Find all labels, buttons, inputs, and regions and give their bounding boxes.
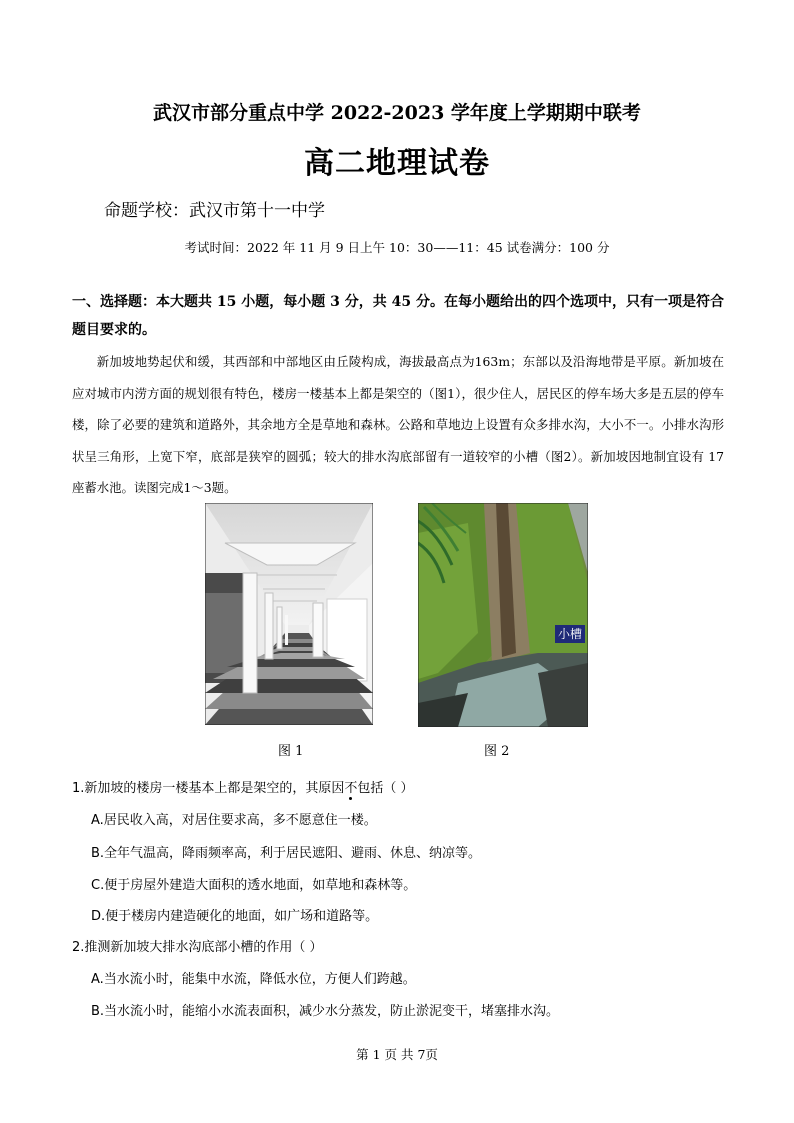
section-heading: 一、选择题：	[72, 294, 156, 310]
question-2-option-b: B.当水流小时，能缩小水流表面积，减少水分蒸发，防止淤泥变干，堵塞排水沟。	[91, 1004, 560, 1019]
subject-title: 高二地理试卷	[304, 146, 490, 181]
figure-1-corridor-photo	[205, 503, 373, 725]
figure-1-caption: 图 1	[278, 744, 304, 759]
drainage-ditch-illustration	[418, 503, 588, 727]
question-1-stem	[72, 777, 414, 796]
section-instructions-text: 本大题共 15 小题，每小题 3 分，共 45 分。在每小题给出的四个选项中，只有一项是符合题目要求的。	[72, 294, 724, 338]
exam-time-line: 考试时间：2022 年 11 月 9 日上午 10：30——11：45 试卷满分：100 分	[184, 240, 610, 255]
question-2-option-a: A.当水流小时，能集中水流，降低水位，方便人们跨越。	[91, 972, 416, 987]
reading-passage: 新加坡地势起伏和缓，其西部和中部地区由丘陵构成，海拔最高点为163m；东部以及沿海地带是平原。新加坡在应对城市内涝方面的规划很有特色，楼房一楼基本上都是架空的（图1），很少住人，居民区的停车场大多是五层的停车楼，除了必要的建筑和道路外，其余地方全是草地和森林。公路和草地边上设置有众多排水沟，大小不一。小排水沟形状呈三角形，上宽下窄，底部是狭窄的圆弧；较大的排水沟底部留有一道较窄的小槽（图2）。新加坡因地制宜设有 17 座蓄水池。读图完成1～3题。	[72, 354, 724, 495]
figure-2-caption: 图 2	[484, 744, 510, 759]
question-1-stem-start: 1.新加坡的楼房一楼基本上都是架空的，其原因	[72, 781, 345, 796]
question-1-option-b: B.全年气温高，降雨频率高，利于居民遮阳、避雨、休息、纳凉等。	[91, 846, 482, 861]
question-1-stem-end: 包括（ ）	[357, 781, 414, 796]
exam-title: 武汉市部分重点中学 2022-2023 学年度上学期期中联考	[153, 102, 641, 124]
question-1-emphasis: 不	[344, 781, 358, 796]
figure-2-drainage-photo	[418, 503, 588, 727]
question-2-stem: 2.推测新加坡大排水沟底部小槽的作用（ ）	[72, 940, 323, 955]
page-footer: 第 1 页 共 7页	[356, 1047, 438, 1062]
question-1-option-a: A.居民收入高，对居住要求高，多不愿意住一楼。	[91, 813, 377, 828]
section-instructions	[72, 288, 724, 344]
corridor-illustration	[205, 503, 373, 725]
question-1-option-c: C.便于房屋外建造大面积的透水地面，如草地和森林等。	[91, 878, 417, 893]
question-1-option-d: D.便于楼房内建造硬化的地面，如广场和道路等。	[91, 909, 379, 924]
channel-label: 小槽	[555, 625, 585, 643]
school-line: 命题学校：武汉市第十一中学	[104, 201, 325, 221]
